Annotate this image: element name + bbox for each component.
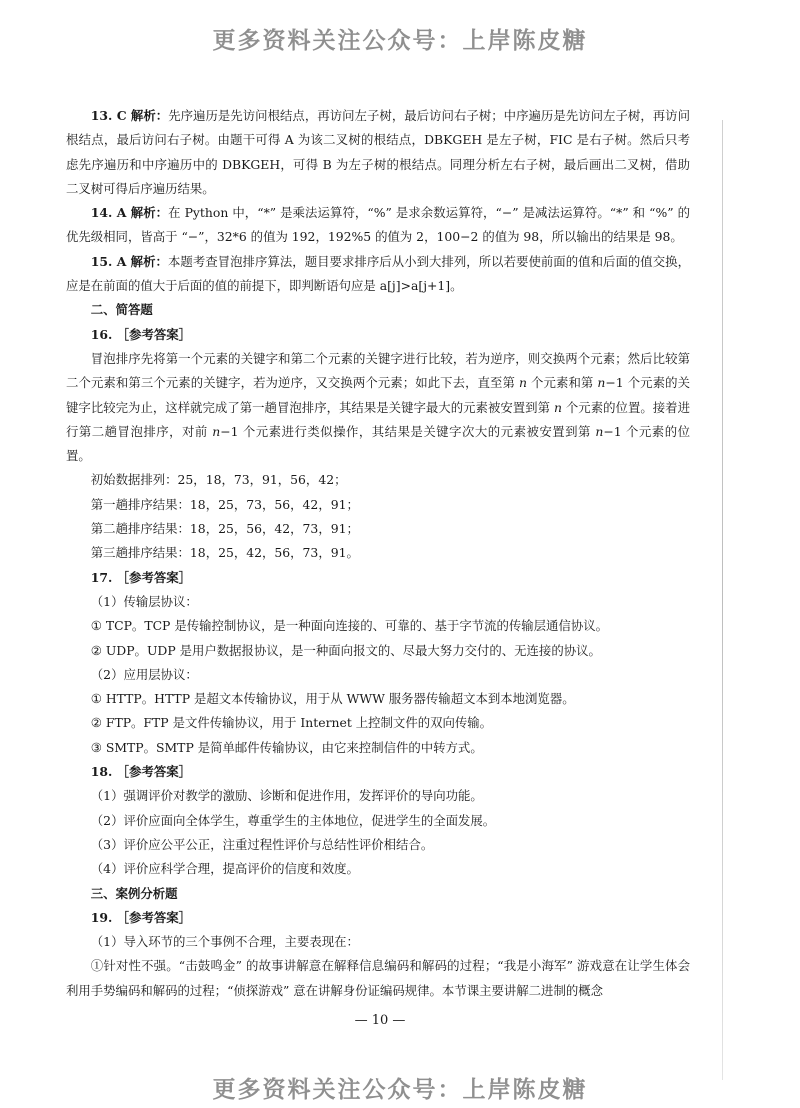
var-n: n xyxy=(597,375,606,391)
answer-14-head: 14. A 解析： xyxy=(90,205,169,221)
answer-15 xyxy=(66,250,690,299)
answer-18-head: 18. ［参考答案］ xyxy=(90,764,192,780)
watermark-top: 更多资料关注公众号：上岸陈皮糖 xyxy=(212,28,588,54)
page-number: — 10 — xyxy=(354,1013,406,1028)
answer-14-text: 在 Python 中，“*” 是乘法运算符，“%” 是求余数运算符，“−” 是减法运算符。“*” 和 “%” 的优先级相同，皆高于 “−”，32*6 的值为 192，192%5 的值为 2，100−2 的值为 98，所以输出的结果是 98。 xyxy=(66,205,690,245)
pass-2-line: 第二趟排序结果：18，25，56，42，73，91； xyxy=(90,521,359,537)
initial-data-line: 初始数据排列：25，18，73，91，56，42； xyxy=(90,472,347,488)
text-span: −1 个元素的关键字比较完为止，这样就完成了第一趟冒泡排序，其结果是关键字最大的元素被安置到第 xyxy=(66,375,690,415)
tcp-line: ① TCP。TCP 是传输控制协议，是一种面向连接的、可靠的、基于字节流的传输层通信协议。 xyxy=(90,618,609,634)
answer-13 xyxy=(66,104,690,201)
ftp-line: ② FTP。FTP 是文件传输协议，用于 Internet 上控制文件的双向传输。 xyxy=(90,715,493,731)
text-span: −1 个元素的位置。 xyxy=(66,423,690,464)
section-title-2: 二、简答题 xyxy=(90,302,153,318)
text-span: 冒泡排序先将第一个元素的关键字和第二个元素的关键字进行比较，若为逆序，则交换两个元素；然后比较第二个元素和第三个元素的关键字，若为逆序，又交换两个元素；如此下去，直至第 xyxy=(66,350,690,391)
answer-13-head: 13. C 解析： xyxy=(90,108,169,123)
answer-19-sub-1: （1）导入环节的三个事例不合理，主要表现在： xyxy=(90,934,359,950)
pass-1-line: 第一趟排序结果：18，25，73，56，42，91； xyxy=(90,496,359,512)
answer-17-head: 17. ［参考答案］ xyxy=(90,569,192,585)
section-title-3: 三、案例分析题 xyxy=(90,885,178,901)
watermark-bottom: 更多资料关注公众号：上岸陈皮糖 xyxy=(212,1077,588,1103)
answer-14 xyxy=(66,201,690,250)
answer-15-text: 本题考查冒泡排序算法，题目要求排序后从小到大排列，所以若要使前面的值和后面的值交换，应是在前面的值大于后面的值的前提下，即判断语句应是 a[j]>a[j+1]。 xyxy=(66,253,690,294)
text-span: −1 个元素进行类似操作，其结果是关键字次大的元素被安置到第 xyxy=(220,423,596,439)
page-body xyxy=(66,104,690,1003)
transport-layer-heading: （1）传输层协议： xyxy=(90,593,198,609)
answer-16-paragraph xyxy=(66,347,690,468)
answer-16-head: 16. ［参考答案］ xyxy=(90,326,192,342)
text-span: 个元素和第 xyxy=(527,375,598,391)
answer-13-text: 先序遍历是先访问根结点，再访问左子树，最后访问右子树；中序遍历是先访问左子树，再访问根结点，最后访问右子树。由题干可得 A 为该二叉树的根结点，DBKGEH 是左子树，FIC 是右子树。然后只考虑先序遍历和中序遍历中的 DBKGEH，可得 B 为左子树的根结点。同理分析左右子树，最后画出二叉树，借助二叉树可得后序遍历结果。 xyxy=(66,108,690,196)
text-span: 个元素的位置。接着进行第二趟冒泡排序，对前 xyxy=(66,399,690,439)
udp-line: ② UDP。UDP 是用户数据报协议，是一种面向报文的、尽最大努力交付的、无连接的协议。 xyxy=(90,642,601,658)
var-n: n xyxy=(595,423,604,439)
answer-19-head: 19. ［参考答案］ xyxy=(90,909,192,925)
scan-edge-line xyxy=(722,120,723,1080)
var-n: n xyxy=(519,375,528,391)
pass-3-line: 第三趟排序结果：18，25，42，56，73，91。 xyxy=(90,545,359,561)
answer-18-item-1: （1）强调评价对教学的激励、诊断和促进作用，发挥评价的导向功能。 xyxy=(90,788,483,804)
answer-19-paragraph: ①针对性不强。“击鼓鸣金” 的故事讲解意在解释信息编码和解码的过程；“我是小海军” 游戏意在让学生体会利用手势编码和解码的过程；“侦探游戏” 意在讲解身份证编码规律。本节课主要讲解二进制的概念 xyxy=(66,958,690,998)
var-n: n xyxy=(212,423,221,439)
answer-18-item-3: （3）评价应公平公正，注重过程性评价与总结性评价相结合。 xyxy=(90,836,434,852)
answer-18-item-2: （2）评价应面向全体学生，尊重学生的主体地位，促进学生的全面发展。 xyxy=(90,812,496,828)
smtp-line: ③ SMTP。SMTP 是简单邮件传输协议，由它来控制信件的中转方式。 xyxy=(90,739,483,755)
http-line: ① HTTP。HTTP 是超文本传输协议，用于从 WWW 服务器传输超文本到本地浏览器。 xyxy=(90,691,575,707)
answer-15-head: 15. A 解析： xyxy=(90,253,168,269)
answer-18-item-4: （4）评价应科学合理，提高评价的信度和效度。 xyxy=(90,861,359,877)
application-layer-heading: （2）应用层协议： xyxy=(90,666,198,682)
var-n: n xyxy=(553,399,562,415)
